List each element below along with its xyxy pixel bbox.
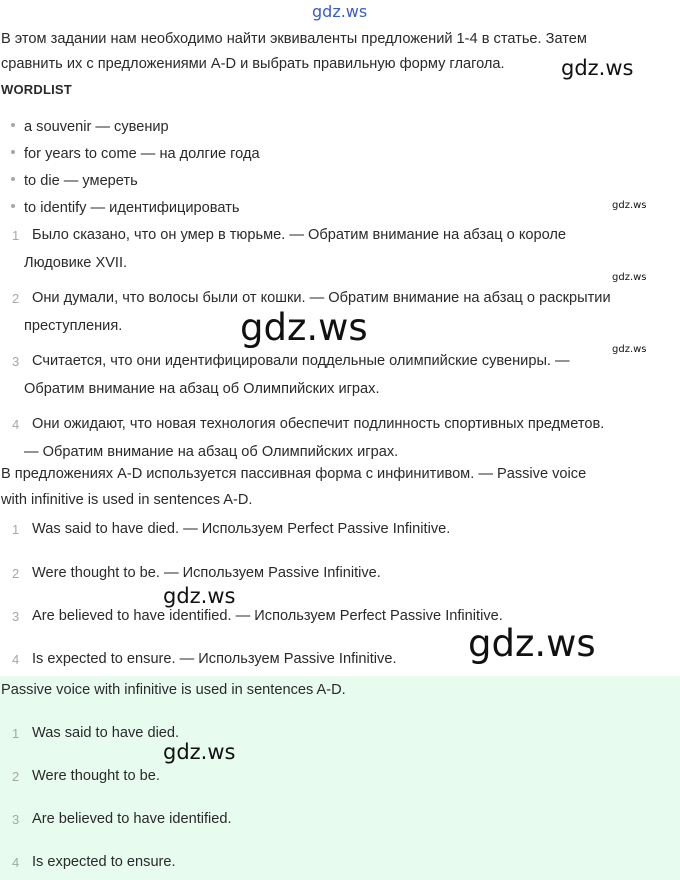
watermark: gdz.ws: [612, 344, 647, 355]
equivalent-item: 3 Считается, что они идентифицировали поддельные олимпийские сувениры. — Обратим внимание на абзац об Олимпийских играх.: [12, 353, 570, 397]
watermark: gdz.ws: [163, 584, 236, 608]
watermark-top: gdz.ws: [312, 2, 368, 21]
item-number: 3: [12, 812, 20, 827]
watermark-large: gdz.ws: [468, 622, 596, 665]
passive-intro-line-2: with infinitive is used in sentences A-D.: [1, 492, 253, 508]
answer-heading: Passive voice with infinitive is used in sentences A-D.: [1, 682, 346, 698]
item-number: 4: [12, 417, 20, 432]
item-number: 4: [12, 855, 20, 870]
item-number: 2: [12, 769, 20, 784]
item-number: 3: [12, 609, 20, 624]
equivalent-item: 4 Они ожидают, что новая технология обеспечит подлинность спортивных предметов. — Обратим внимание на абзац об Олимпийских играх.: [12, 416, 605, 460]
equivalent-item: 1 Было сказано, что он умер в тюрьме. — Обратим внимание на абзац о короле Людовике XVII.: [12, 227, 567, 271]
intro-line-2: сравнить их с предложениями A-D и выбрать правильную форму глагола.: [1, 56, 505, 72]
item-number: 1: [12, 726, 20, 741]
item-number: 2: [12, 566, 20, 581]
answer-item: 2 Were thought to be.: [12, 768, 160, 784]
item-number: 2: [12, 291, 20, 306]
item-number: 3: [12, 354, 20, 369]
bullet-icon: [11, 150, 15, 154]
form-item: 3 Are believed to have identified. — Используем Perfect Passive Infinitive.: [12, 608, 503, 624]
form-item: 2 Were thought to be. — Используем Passive Infinitive.: [12, 565, 381, 581]
item-number: 1: [12, 522, 20, 537]
watermark: gdz.ws: [612, 272, 647, 283]
item-number: 4: [12, 652, 20, 667]
intro-line-1: В этом задании нам необходимо найти эквиваленты предложений 1-4 в статье. Затем: [1, 31, 587, 47]
watermark: gdz.ws: [163, 740, 236, 764]
wordlist-item: for years to come — на долгие года: [11, 146, 260, 162]
form-item: 4 Is expected to ensure. — Используем Passive Infinitive.: [12, 651, 397, 667]
answer-item: 3 Are believed to have identified.: [12, 811, 232, 827]
bullet-icon: [11, 123, 15, 127]
watermark: gdz.ws: [561, 56, 634, 80]
form-item: 1 Was said to have died. — Используем Perfect Passive Infinitive.: [12, 521, 451, 537]
answer-item: 4 Is expected to ensure.: [12, 854, 176, 870]
wordlist-item: to die — умереть: [11, 173, 138, 189]
wordlist-item: to identify — идентифицировать: [11, 200, 239, 216]
passive-intro-line-1: В предложениях A-D используется пассивная форма с инфинитивом. — Passive voice: [1, 466, 587, 482]
bullet-icon: [11, 204, 15, 208]
equivalent-item: 2 Они думали, что волосы были от кошки. — Обратим внимание на абзац о раскрытии преступления.: [12, 290, 611, 334]
bullet-icon: [11, 177, 15, 181]
answer-item: 1 Was said to have died.: [12, 725, 180, 741]
watermark-large: gdz.ws: [240, 306, 368, 349]
item-number: 1: [12, 228, 20, 243]
wordlist-heading: WORDLIST: [1, 82, 72, 97]
wordlist-item: a souvenir — сувенир: [11, 119, 169, 135]
watermark: gdz.ws: [612, 200, 647, 211]
